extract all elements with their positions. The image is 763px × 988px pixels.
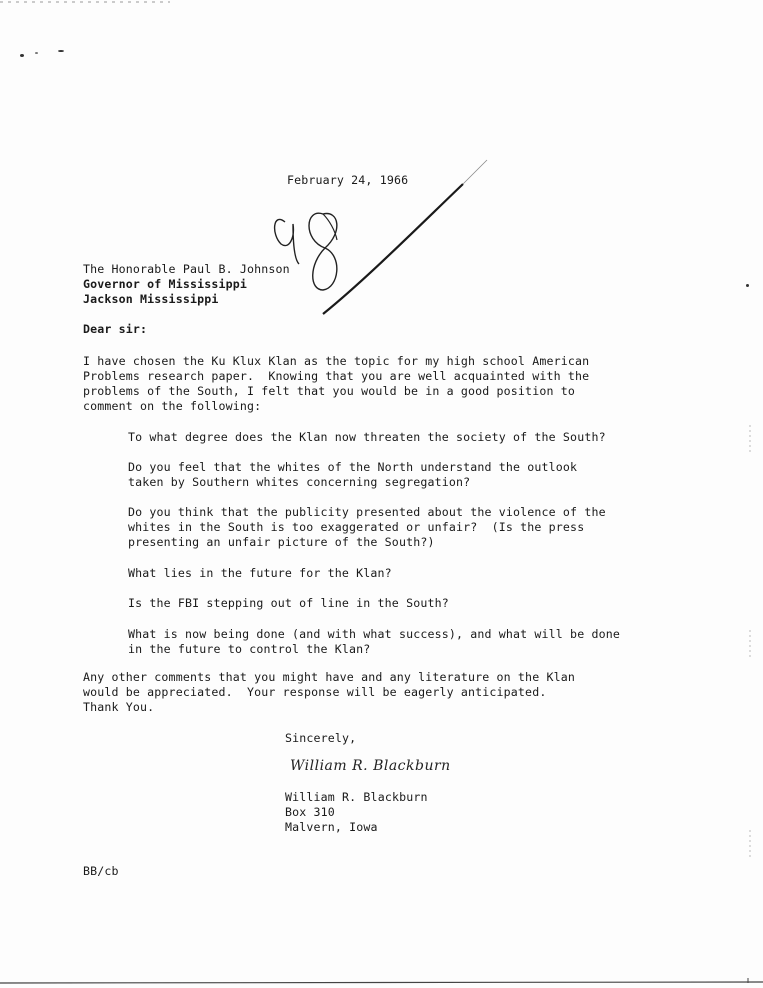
closing-line: would be appreciated. Your response will be eagerly anticipated. [83,685,547,699]
bottom-edge-line [0,978,763,988]
sign-off: Sincerely, [285,731,357,745]
question-2-line: Do you feel that the whites of the North understand the outlook [128,460,578,474]
question-4: What lies in the future for the Klan? [128,566,392,580]
recipient-title: Governor of Mississippi [83,277,247,291]
question-3-line: whites in the South is too exaggerated or unfair? (Is the press [128,520,585,534]
recipient-location: Jackson Mississippi [83,292,219,306]
right-edge-dashes [748,400,754,920]
question-1: To what degree does the Klan now threaten the society of the South? [128,430,606,444]
recipient-name: The Honorable Paul B. Johnson [83,262,290,276]
stray-mark [58,50,64,52]
stray-mark [35,52,38,54]
handwritten-number-annotation [265,160,495,320]
sender-city: Malvern, Iowa [285,820,378,834]
stray-mark [746,284,749,287]
question-2-line: taken by Southern whites concerning segregation? [128,475,471,489]
typist-initials: BB/cb [83,864,119,878]
question-6-line: in the future to control the Klan? [128,642,371,656]
question-5: Is the FBI stepping out of line in the South? [128,596,449,610]
intro-line: problems of the South, I felt that you would be in a good position to [83,384,575,398]
intro-line: Problems research paper. Knowing that you are well acquainted with the [83,369,590,383]
closing-line: Thank You. [83,700,155,714]
stray-mark [20,54,24,57]
question-3-line: Do you think that the publicity presented about the violence of the [128,505,606,519]
closing-line: Any other comments that you might have and any literature on the Klan [83,670,575,684]
sender-box: Box 310 [285,805,335,819]
intro-line: comment on the following: [83,399,262,413]
question-6-line: What is now being done (and with what success), and what will be done [128,627,620,641]
question-3-line: presenting an unfair picture of the South?) [128,535,435,549]
intro-line: I have chosen the Ku Klux Klan as the topic for my high school American [83,354,590,368]
top-edge-dashes [0,0,763,6]
letter-date: February 24, 1966 [287,173,409,187]
handwritten-signature: William R. Blackburn [290,758,451,774]
sender-name: William R. Blackburn [285,790,428,804]
salutation: Dear sir: [83,322,148,336]
